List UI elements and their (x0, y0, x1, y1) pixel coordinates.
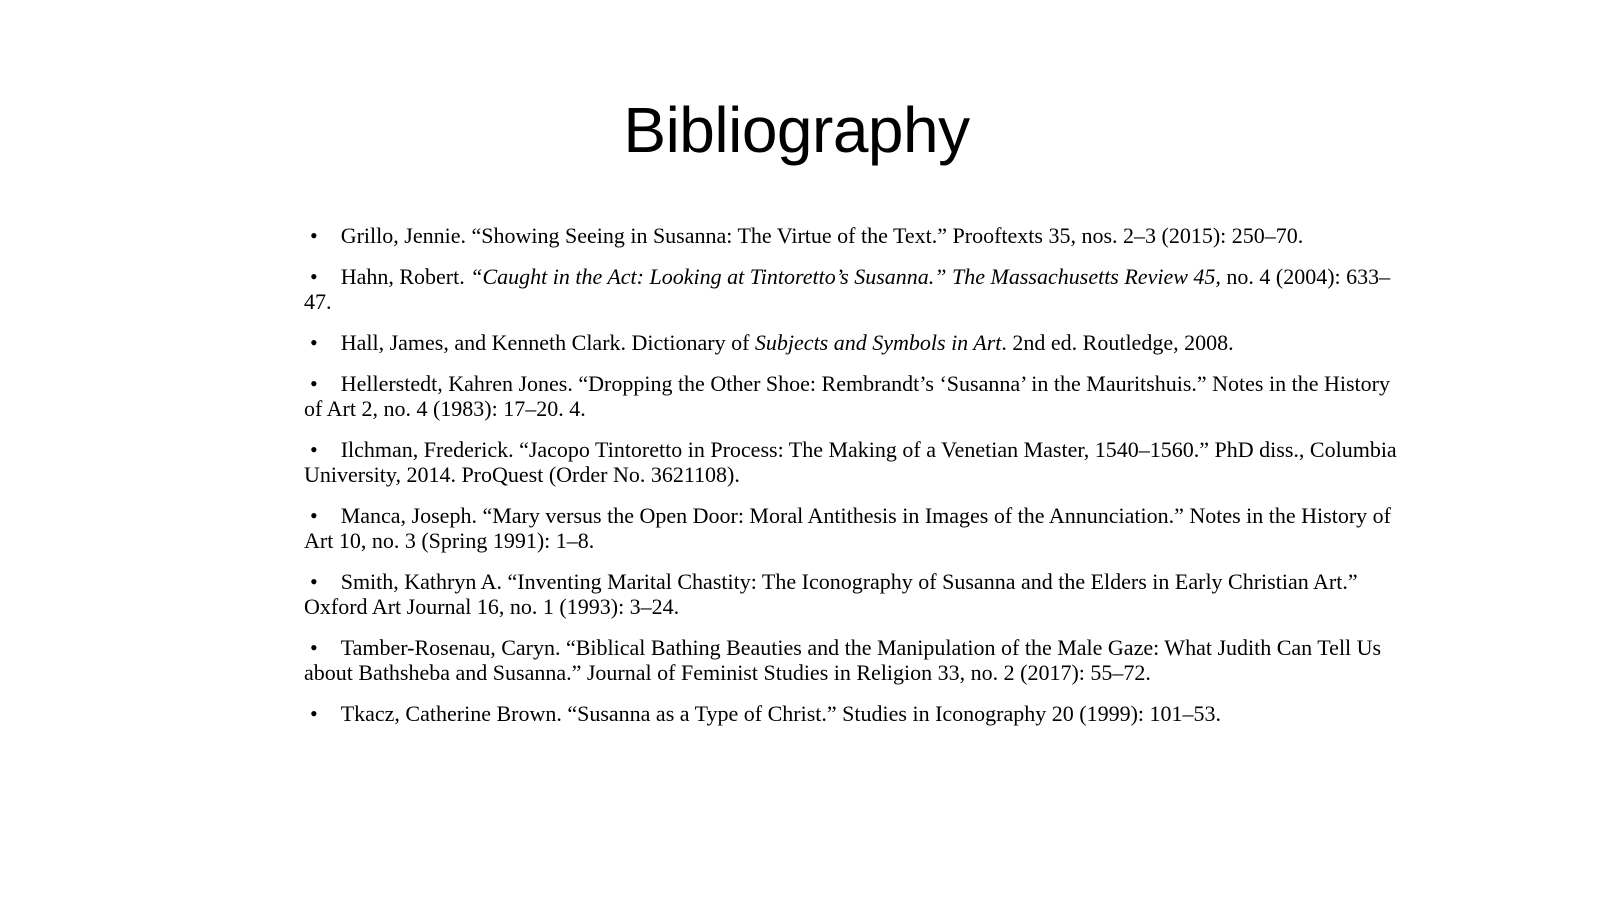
bibliography-entry (304, 635, 1402, 685)
citation-text: Manca, Joseph. “Mary versus the Open Door: Moral Antithesis in Images of the Annunciation.” Notes in the History of Art 10, no. 3 (Spring 1991): 1–8. (304, 503, 1391, 553)
bullet-marker: • (310, 635, 318, 660)
citation-text: Hall, James, and Kenneth Clark. Dictionary of (340, 330, 755, 355)
bibliography-entry (304, 371, 1402, 421)
citation-text: Subjects and Symbols in Art (754, 330, 1002, 355)
citation-text: Grillo, Jennie. “Showing Seeing in Susanna: The Virtue of the Text.” Prooftexts 35, nos. 2–3 (2015): 250–70. (340, 223, 1304, 248)
bullet-marker: • (310, 569, 318, 594)
bullet-marker: • (310, 264, 318, 289)
bullet-marker: • (310, 330, 318, 355)
citation-text: Smith, Kathryn A. “Inventing Marital Chastity: The Iconography of Susanna and the Elders in Early Christian Art.” Oxford Art Journal 16, no. 1 (1993): 3–24. (304, 569, 1358, 619)
bibliography-list (304, 223, 1402, 742)
citation-text: Tamber-Rosenau, Caryn. “Biblical Bathing Beauties and the Manipulation of the Male Gaze: What Judith Can Tell Us about Bathsheba and Susanna.” Journal of Feminist Studies in Religion 33, no. 2 (2017): 55–72. (304, 635, 1382, 685)
bibliography-entry (304, 503, 1402, 553)
citation-text: no. 4 (2004): 633–47. (304, 264, 1391, 314)
bullet-marker: • (310, 371, 318, 396)
bibliography-entry (304, 264, 1402, 314)
bibliography-entry (304, 569, 1402, 619)
citation-text: Tkacz, Catherine Brown. “Susanna as a Type of Christ.” Studies in Iconography 20 (1999): 101–53. (340, 701, 1222, 726)
bibliography-entry (304, 223, 1402, 248)
citation-text: “Caught in the Act: Looking at Tintoretto’s Susanna.” The Massachusetts Review 45, (470, 264, 1221, 289)
bullet-marker: • (310, 223, 318, 248)
citation-text: Hellerstedt, Kahren Jones. “Dropping the Other Shoe: Rembrandt’s ‘Susanna’ in the Mauritshuis.” Notes in the History of Art 2, no. 4 (1983): 17–20. 4. (304, 371, 1390, 421)
citation-text: Hahn, Robert. (340, 264, 471, 289)
bibliography-entry (304, 701, 1402, 726)
slide-title: Bibliography (623, 94, 970, 166)
citation-text: Ilchman, Frederick. “Jacopo Tintoretto in Process: The Making of a Venetian Master, 1540–1560.” PhD diss., Columbia University, 2014. ProQuest (Order No. 3621108). (304, 437, 1397, 487)
bullet-marker: • (310, 503, 318, 528)
bullet-marker: • (310, 701, 318, 726)
bullet-marker: • (310, 437, 318, 462)
citation-text: . 2nd ed. Routledge, 2008. (1001, 330, 1234, 355)
bibliography-entry (304, 330, 1402, 355)
bibliography-entry (304, 437, 1402, 487)
